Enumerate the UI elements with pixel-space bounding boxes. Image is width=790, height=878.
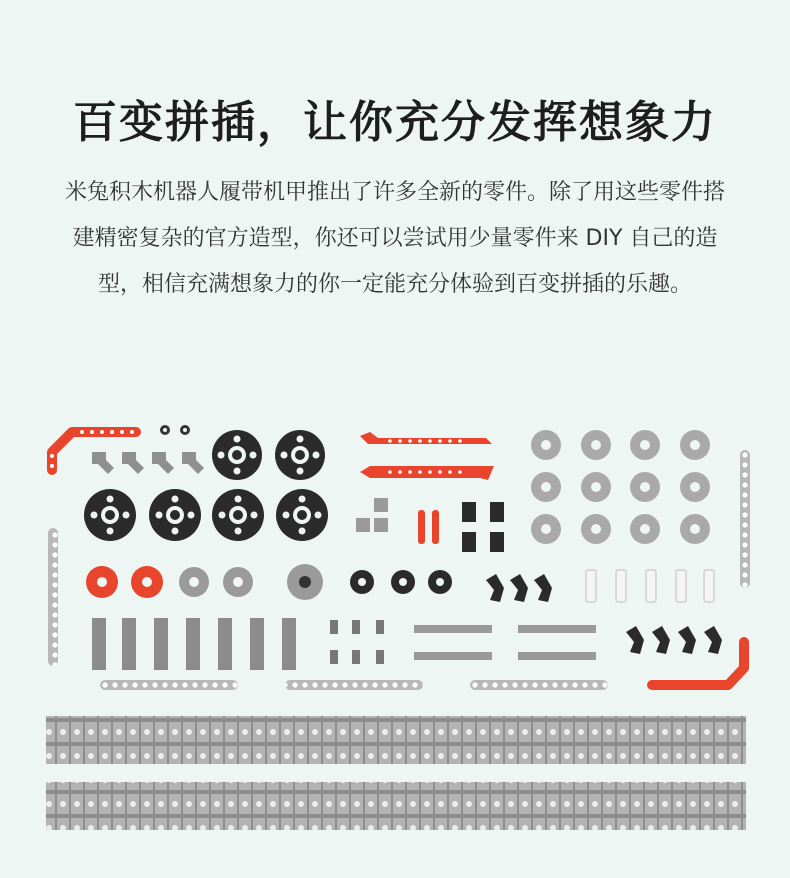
small-gear-icon bbox=[160, 425, 190, 435]
red-blade-beam-icon bbox=[360, 432, 494, 480]
page-description: 米兔积木机器人履带机甲推出了许多全新的零件。除了用这些零件搭建精密复杂的官方造型，你还可以尝试用少量零件来 DIY 自己的造型，相信充满想象力的你一定能充分体验到百变拼插的乐趣。 bbox=[64, 180, 725, 297]
black-wheel-icon bbox=[84, 430, 328, 541]
angle-connector-icon bbox=[92, 452, 204, 474]
axle-spring-icon bbox=[414, 625, 596, 660]
white-connector-icon bbox=[586, 570, 714, 602]
horizontal-beam-icon bbox=[100, 680, 608, 690]
grey-hub-icon bbox=[531, 430, 710, 544]
page-title: 百变拼插，让你充分发挥想象力 bbox=[73, 97, 717, 148]
chain-link-icon bbox=[92, 618, 296, 670]
black-spring-icon bbox=[462, 502, 504, 552]
small-link-icon bbox=[330, 620, 384, 664]
parts-illustration bbox=[0, 400, 790, 878]
black-angle-connector-icon bbox=[486, 574, 722, 654]
bracket-icon bbox=[356, 498, 388, 532]
gear-icon bbox=[86, 564, 452, 600]
red-pin-icon bbox=[418, 510, 439, 544]
track-belt-icon bbox=[46, 716, 746, 830]
